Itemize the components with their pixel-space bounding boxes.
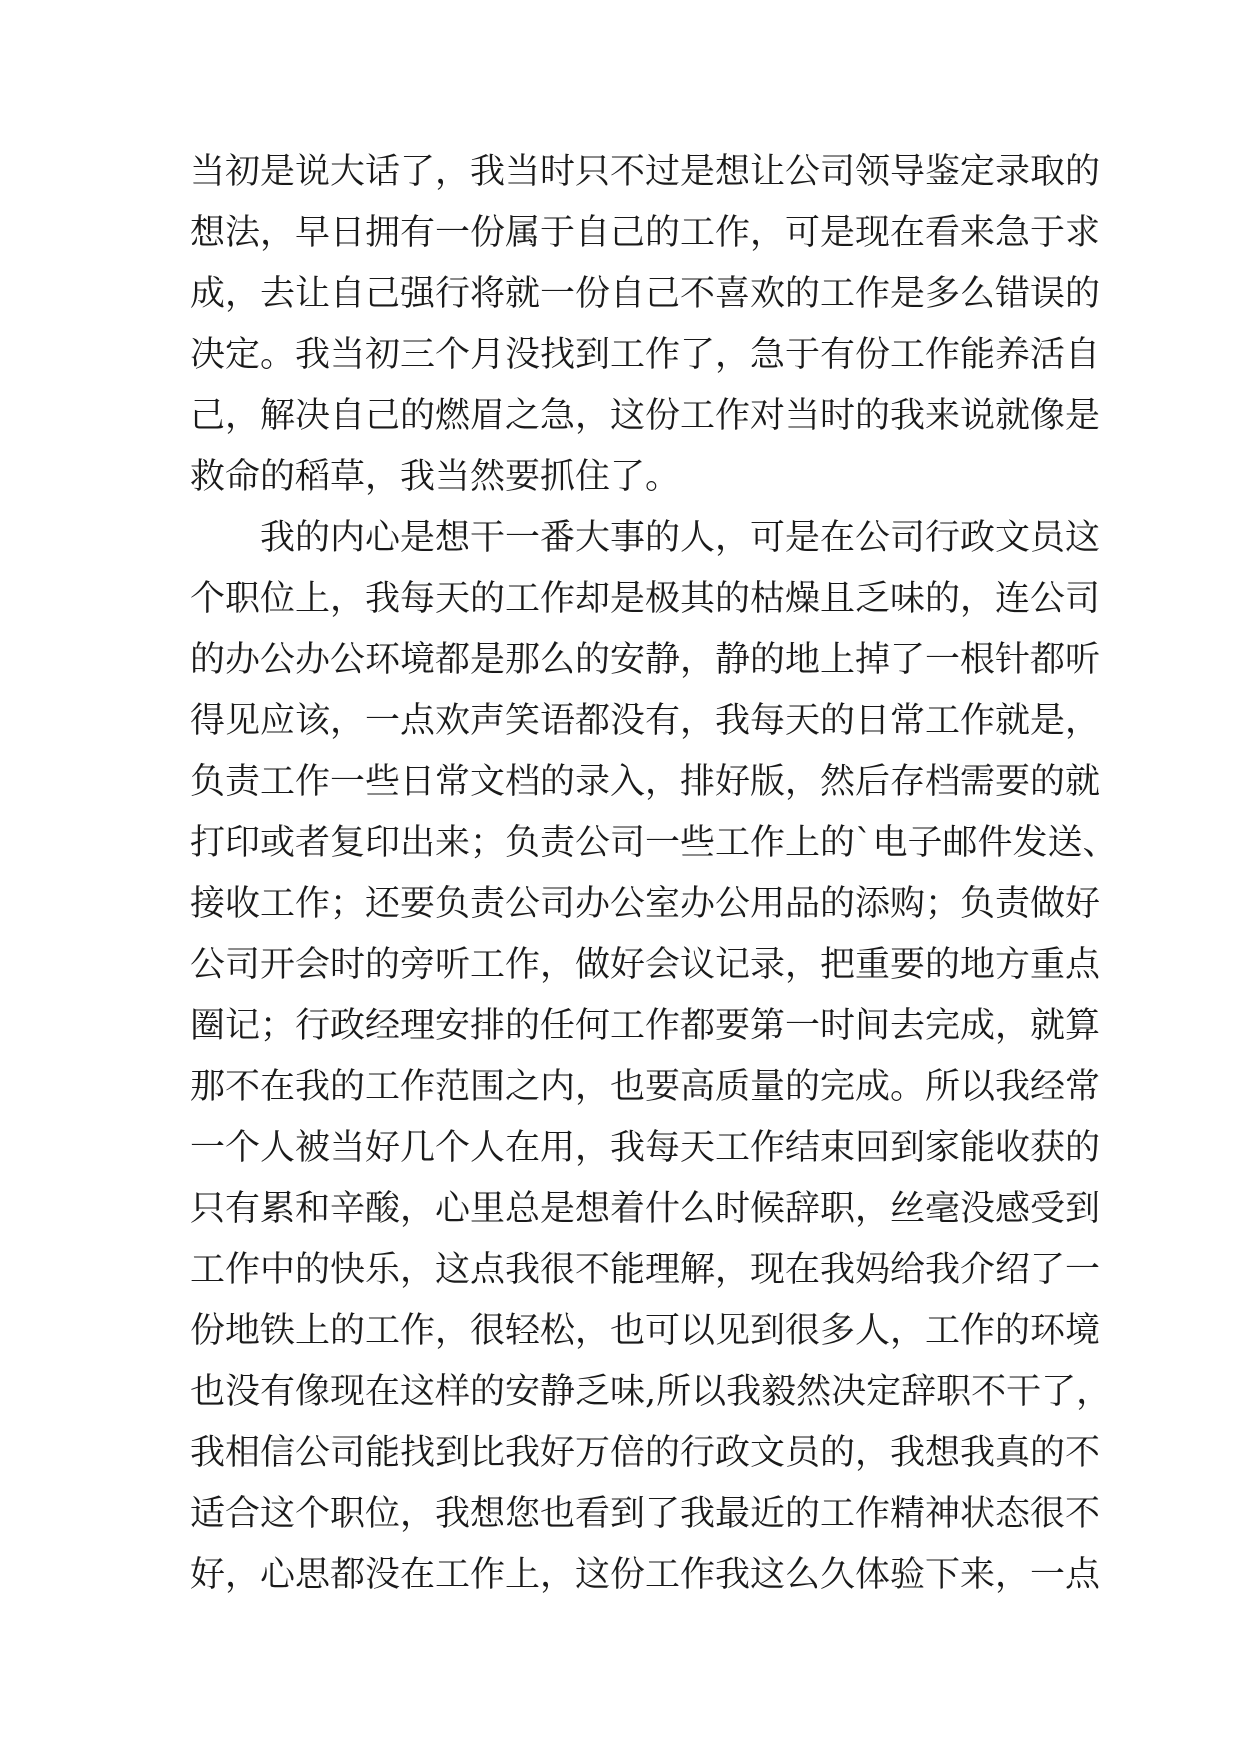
paragraph-2 (190, 508, 1118, 1606)
text-line: 得见应该，一点欢声笑语都没有，我每天的日常工作就是， (190, 701, 1101, 741)
text-line: 的办公办公环境都是那么的安静，静的地上掉了一根针都听 (190, 640, 1101, 680)
text-line: 接收工作；还要负责公司办公室办公用品的添购；负责做好 (190, 884, 1101, 924)
text-line: 圈记；行政经理安排的任何工作都要第一时间去完成，就算 (190, 1006, 1101, 1046)
text-line: 当初是说大话了，我当时只不过是想让公司领导鉴定录取的 (190, 152, 1101, 192)
text-line: 己，解决自己的燃眉之急，这份工作对当时的我来说就像是 (190, 396, 1101, 436)
text-line: 只有累和辛酸，心里总是想着什么时候辞职，丝毫没感受到 (190, 1189, 1101, 1229)
text-line: 想法，早日拥有一份属于自己的工作，可是现在看来急于求 (190, 213, 1101, 253)
paragraph-1 (190, 142, 1101, 508)
text-line: 也没有像现在这样的安静乏味,所以我毅然决定辞职不干了， (190, 1372, 1112, 1412)
text-line: 好，心思都没在工作上，这份工作我这么久体验下来，一点 (190, 1555, 1101, 1595)
text-line: 打印或者复印出来；负责公司一些工作上的`电子邮件发送、 (190, 823, 1118, 863)
text-line: 负责工作一些日常文档的录入，排好版，然后存档需要的就 (190, 762, 1101, 802)
text-line: 成，去让自己强行将就一份自己不喜欢的工作是多么错误的 (190, 274, 1101, 314)
text-line: 工作中的快乐，这点我很不能理解，现在我妈给我介绍了一 (190, 1250, 1101, 1290)
text-line: 我相信公司能找到比我好万倍的行政文员的，我想我真的不 (190, 1433, 1101, 1473)
text-line: 救命的稻草，我当然要抓住了。 (190, 457, 681, 497)
text-line: 适合这个职位，我想您也看到了我最近的工作精神状态很不 (190, 1494, 1101, 1534)
document-body (190, 142, 1118, 1606)
text-line: 个职位上，我每天的工作却是极其的枯燥且乏味的，连公司 (190, 579, 1101, 619)
text-line: 一个人被当好几个人在用，我每天工作结束回到家能收获的 (190, 1128, 1101, 1168)
text-line: 决定。我当初三个月没找到工作了，急于有份工作能养活自 (190, 335, 1101, 375)
text-line: 公司开会时的旁听工作，做好会议记录，把重要的地方重点 (190, 945, 1101, 985)
text-line: 那不在我的工作范围之内，也要高质量的完成。所以我经常 (190, 1067, 1101, 1107)
text-line: 我的内心是想干一番大事的人，可是在公司行政文员这 (260, 518, 1101, 558)
text-line: 份地铁上的工作，很轻松，也可以见到很多人，工作的环境 (190, 1311, 1101, 1351)
